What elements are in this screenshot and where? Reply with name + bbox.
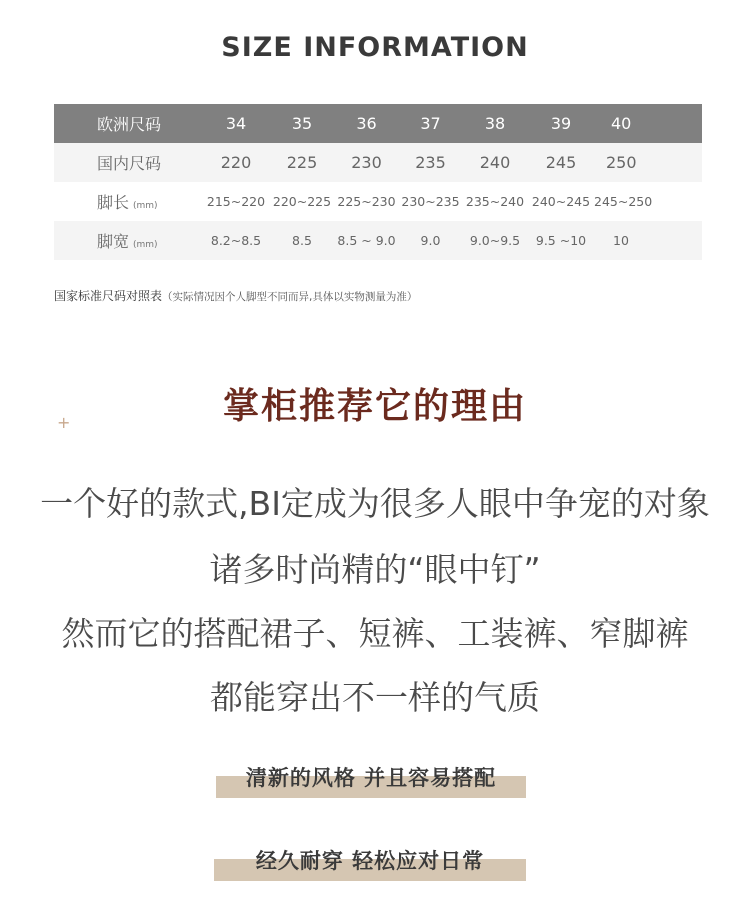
table-cell: 10 bbox=[594, 221, 702, 260]
table-cell: 35 bbox=[270, 104, 334, 143]
row-label: 脚宽 (mm) bbox=[54, 221, 202, 260]
table-cell: 250 bbox=[594, 143, 702, 182]
table-cell: 9.0 bbox=[399, 221, 462, 260]
description-line: 诸多时尚精的“眼中钉” bbox=[209, 550, 541, 589]
size-info-title: SIZE INFORMATION bbox=[221, 32, 529, 63]
table-cell: 34 bbox=[202, 104, 270, 143]
table-cell: 225 bbox=[270, 143, 334, 182]
table-cell: 230 bbox=[334, 143, 399, 182]
table-cell: 8.5 bbox=[270, 221, 334, 260]
recommend-title: 掌柜推荐它的理由 bbox=[222, 386, 527, 427]
description-line: 都能穿出不一样的气质 bbox=[210, 678, 540, 717]
table-cell: 8.5 ~ 9.0 bbox=[334, 221, 399, 260]
table-cell: 245~250 bbox=[594, 182, 702, 221]
feature-tag bbox=[214, 845, 526, 881]
table-cell: 9.0~9.5 bbox=[462, 221, 528, 260]
table-cell: 225~230 bbox=[334, 182, 399, 221]
table-cell: 220 bbox=[202, 143, 270, 182]
plus-decor-icon: + bbox=[57, 413, 71, 432]
table-cell: 235~240 bbox=[462, 182, 528, 221]
table-row-foot-width bbox=[54, 221, 702, 260]
table-row-foot-length bbox=[54, 182, 702, 221]
unit-label: (mm) bbox=[133, 201, 158, 211]
table-cell: 245 bbox=[528, 143, 594, 182]
table-cell: 38 bbox=[462, 104, 528, 143]
size-table bbox=[54, 104, 702, 260]
table-row-eu-size bbox=[54, 104, 702, 143]
table-cell: 240~245 bbox=[528, 182, 594, 221]
size-note bbox=[54, 287, 417, 304]
table-cell: 9.5 ~10 bbox=[528, 221, 594, 260]
table-cell: 39 bbox=[528, 104, 594, 143]
row-label: 欧洲尺码 bbox=[54, 104, 202, 143]
table-cell: 8.2~8.5 bbox=[202, 221, 270, 260]
table-cell: 220~225 bbox=[270, 182, 334, 221]
table-cell: 230~235 bbox=[399, 182, 462, 221]
tag-text: 清新的风格 并且容易搭配 bbox=[245, 766, 497, 790]
table-cell: 40 bbox=[594, 104, 702, 143]
description-line: 然而它的搭配裙子、短裤、工装裤、窄脚裤 bbox=[61, 614, 689, 653]
note-main: 国家标准尺码对照表 bbox=[54, 289, 163, 303]
table-cell: 240 bbox=[462, 143, 528, 182]
table-row-cn-size bbox=[54, 143, 702, 182]
note-sub: （实际情况因个人脚型不同而异,具体以实物测量为准） bbox=[162, 291, 418, 303]
table-cell: 235 bbox=[399, 143, 462, 182]
table-cell: 37 bbox=[399, 104, 462, 143]
unit-label: (mm) bbox=[133, 240, 158, 250]
row-label: 脚长 (mm) bbox=[54, 182, 202, 221]
feature-tag bbox=[216, 762, 526, 798]
table-cell: 215~220 bbox=[202, 182, 270, 221]
row-label: 国内尺码 bbox=[54, 143, 202, 182]
table-cell: 36 bbox=[334, 104, 399, 143]
tag-text: 经久耐穿 轻松应对日常 bbox=[255, 849, 485, 873]
description-line: 一个好的款式,BI定成为很多人眼中争宠的对象 bbox=[40, 484, 710, 523]
